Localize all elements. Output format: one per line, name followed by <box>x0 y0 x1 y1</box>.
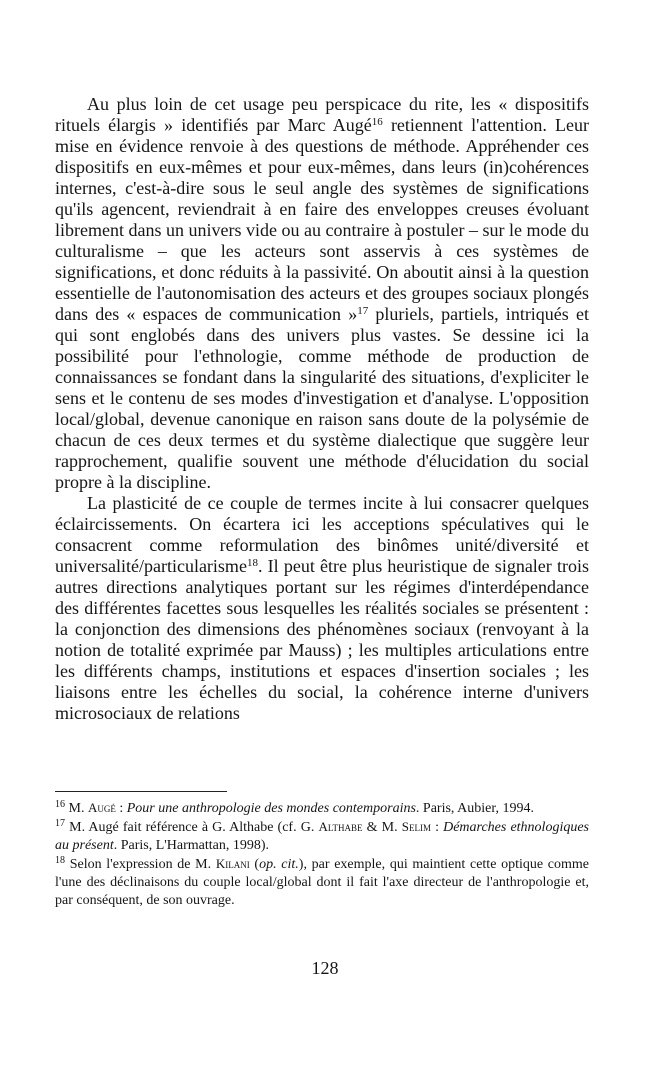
footnote-ref-16: 16 <box>371 116 383 128</box>
footnote-text: Selon l'expression de M. <box>69 857 216 872</box>
footnote-ref-18: 18 <box>246 557 258 569</box>
footnote-text: . Paris, Aubier, 1994. <box>415 801 534 816</box>
paragraph-text: La plasticité de ce couple de termes incite à lui consacrer quelques éclaircissements. On écartera ici les acceptions spéculatives qui le consacrent comme reformulation des binômes unité/diversité et universalité/particularisme <box>55 493 589 576</box>
footnote-text: ( <box>249 857 260 872</box>
footnote-text: & M. <box>362 820 402 835</box>
footnote-author: Selim <box>401 819 431 834</box>
footnote-author: Althabe <box>318 819 363 834</box>
page-number: 128 <box>311 958 339 978</box>
footnote-separator <box>55 791 227 792</box>
paragraph-text: retiennent l'attention. Leur mise en évidence renvoie à des questions de méthode. Appréhender ces dispositifs en eux-mêmes et pour eux-mêmes, dans leurs (in)cohérences internes, c'est-à-dire sous le seul angle des systèmes de significations qu'ils agencent, reviendrait à en faire des enveloppes creuses évoluant librement dans un univers vide ou au contraire à postuler – sur le mode du culturalisme – que les acteurs sont asservis à ces systèmes de significations, et donc réduits à la passivité. On aboutit ainsi à la question essentielle de l'autonomisation des acteurs et des groupes sociaux plongés dans des « espaces de communication » <box>55 115 589 324</box>
paragraph-text: . Il peut être plus heuristique de signaler trois autres directions analytiques portant sur les régimes d'interdépendance des différentes facettes sous lesquelles les réalités sociales se présentent : la conjonction des dimensions des phénomènes sociaux (renvoyant à la notion de totalité exprimée par Mauss) ; les multiples articulations entre les différents champs, institutions et espaces d'insertion sociales ; les liaisons entre les échelles du social, la cohérence interne d'univers microsociaux de relations <box>55 556 589 723</box>
footnote-author: Althabe <box>229 820 274 835</box>
footnote-number: 16 <box>55 799 65 810</box>
footnote-text: . Paris, L'Harmattan, 1998). <box>113 838 270 853</box>
footnote-16 <box>55 799 589 818</box>
footnote-number: 17 <box>55 818 65 829</box>
footnote-text: M. Augé fait référence à G. <box>69 820 230 835</box>
footnote-text: : <box>115 801 127 816</box>
footnote-citation: op. cit. <box>259 857 299 872</box>
footnotes <box>55 799 589 910</box>
footnote-title: Démarches ethnologiques au présent <box>55 820 589 853</box>
footnote-17 <box>55 818 589 855</box>
paragraph-text: pluriels, partiels, intriqués et qui sont englobés dans des univers plus vastes. Se dessine ici la possibilité pour l'ethnologie, comme méthode de production de connaissances se fondant dans la singularité des situations, d'expliciter le sens et le contenu de ses modes d'investigation et d'analyse. L'opposition local/global, devenue canonique en raison sans doute de la polysémie de chacun de ces deux termes et du système dialectique que suggère leur rapprochement, qualifie souvent une méthode d'élucidation du social propre à la discipline. <box>55 304 590 492</box>
paragraph-2 <box>55 493 589 724</box>
footnote-text: ), par exemple, qui maintient cette optique comme l'une des déclinaisons du couple local/global dont il fait l'axe directeur de l'anthropologie et, par conséquent, de son ouvrage. <box>55 857 589 908</box>
main-text <box>55 94 589 724</box>
footnote-author: Augé <box>87 800 116 815</box>
paragraph-text: Au plus loin de cet usage peu perspicace du rite, les « dispositifs rituels élargis » identifiés par Marc Augé <box>55 94 589 135</box>
footnote-number: 18 <box>55 855 65 866</box>
footnote-18 <box>55 855 589 910</box>
footnote-text: : <box>430 820 444 835</box>
footnote-title: Pour une anthropologie des mondes contemporains <box>126 801 416 816</box>
footnote-text: M. <box>68 801 88 816</box>
paragraph-1 <box>55 94 589 493</box>
footnote-ref-17: 17 <box>357 305 369 317</box>
footnote-text: (cf. G. <box>273 820 319 835</box>
footnote-author: Kilani <box>215 856 250 871</box>
